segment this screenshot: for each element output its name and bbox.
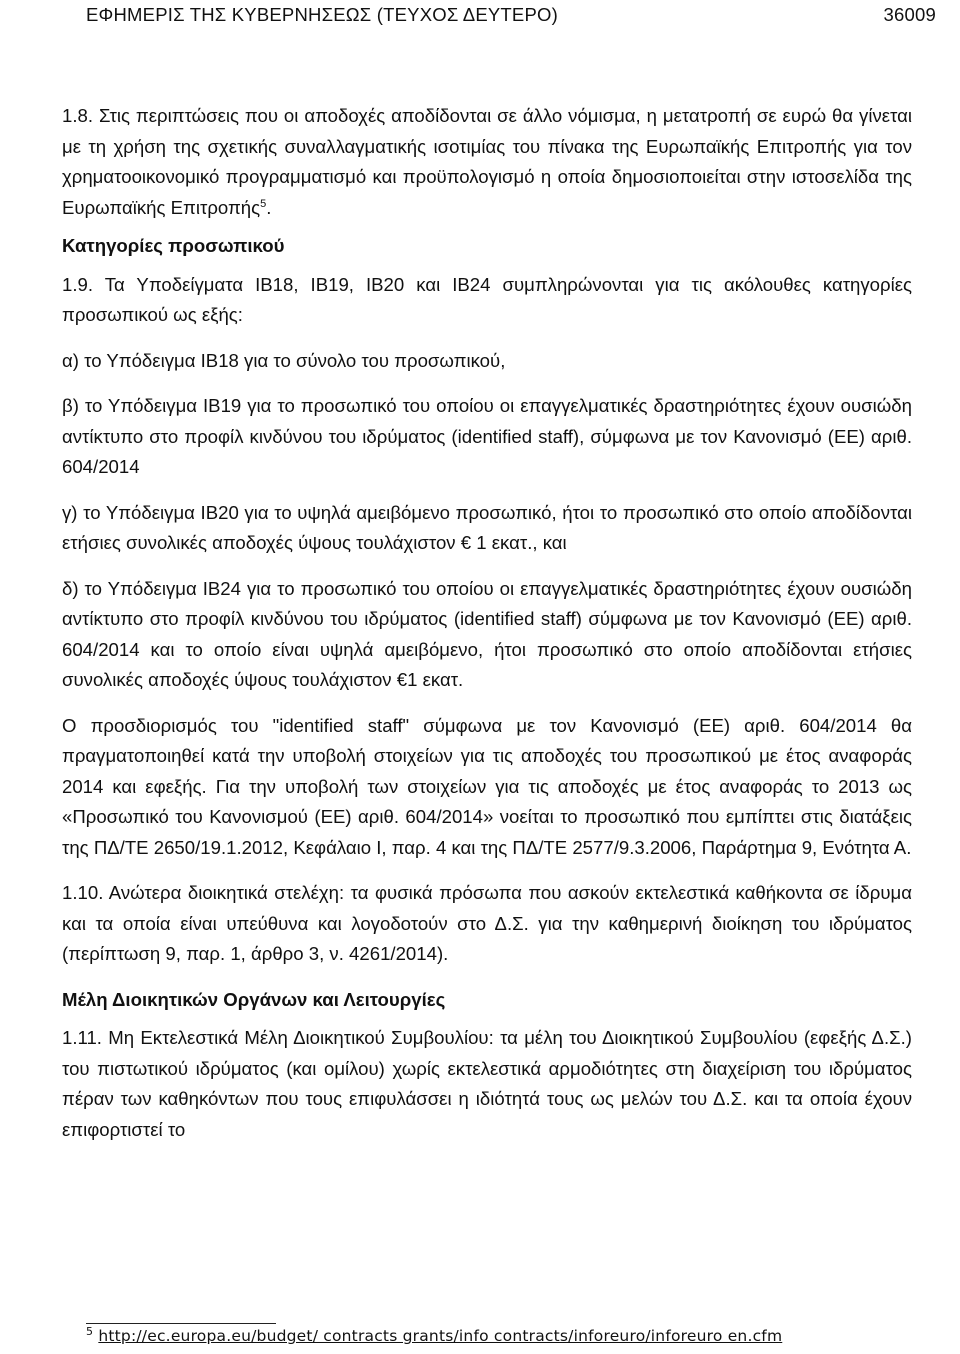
heading-board-members: Μέλη Διοικητικών Οργάνων και Λειτουργίες bbox=[62, 988, 446, 1010]
footnote bbox=[86, 1324, 783, 1345]
paragraph-1-9: 1.9. Τα Υποδείγματα IB18, IB19, IB20 και IB24 συμπληρώνονται για τις ακόλουθες κατηγορίες προσωπικού ως εξής: bbox=[62, 273, 912, 325]
footnote-reference[interactable]: 5 bbox=[260, 197, 267, 210]
paragraph-1-8 bbox=[62, 101, 912, 223]
paragraph-1-8-end: . bbox=[266, 196, 272, 218]
paragraph-identified-staff: Ο προσδιορισμός του "identified staff" σύμφωνα με τον Κανονισμό (ΕΕ) αριθ. 604/2014 θα πραγματοποιηθεί κατά την υποβολή στοιχείων για τις αποδοχές του προσωπικού με έτος αναφοράς 2014 και εφεξής. Για την υποβολή των στοιχείων για τις αποδοχές με έτος αναφοράς το 2013 ως «Προσωπικό του Κανονισμού (ΕΕ) αριθ. 604/2014» νοείται το προσωπικό που εμπίπτει στις διατάξεις της ΠΔ/ΤΕ 2650/19.1.2012, Κεφάλαιο Ι, παρ. 4 και της ΠΔ/ΤΕ 2577/9.3.2006, Παράρτημα 9, Ενότητα Α. bbox=[62, 714, 912, 858]
list-item-d: δ) το Υπόδειγμα IB24 για το προσωπικό του οποίου οι επαγγελματικές δραστηριότητες έχουν ουσιώδη αντίκτυπο στο προφίλ κινδύνου του ιδρύματος (identified staff) σύμφωνα με τον Κανονισμό (ΕΕ) αριθ. 604/2014 και το οποίο είναι υψηλά αμειβόμενο, ήτοι προσωπικό στο οποίο αποδίδονται ετήσιες συνολικές αποδοχές ύψους τουλάχιστον €1 εκατ. bbox=[62, 577, 912, 690]
paragraph-1-8-text: 1.8. Στις περιπτώσεις που οι αποδοχές αποδίδονται σε άλλο νόμισμα, η μετατροπή σε ευρώ θα γίνεται με τη χρήση της σχετικής συναλλαγματικής ισοτιμίας του πίνακα της Ευρωπαϊκής Επιτροπής για τον χρηματοοικονομικό προγραμματισμό και προϋπολογισμό η οποία δημοσιοποιείται στην ιστοσελίδα της Ευρωπαϊκής Επιτροπής bbox=[62, 105, 912, 218]
heading-staff-categories: Κατηγορίες προσωπικού bbox=[62, 235, 285, 256]
gazette-title: ΕΦΗΜΕΡΙΣ ΤΗΣ ΚΥΒΕΡΝΗΣΕΩΣ (ΤΕΥΧΟΣ ΔΕΥΤΕΡΟ) bbox=[86, 4, 558, 25]
list-item-a: α) το Υπόδειγμα IB18 για το σύνολο του προσωπικού, bbox=[62, 349, 506, 371]
page-number: 36009 bbox=[883, 4, 936, 25]
footnote-number: 5 bbox=[86, 1324, 94, 1338]
footnote-divider bbox=[86, 1323, 276, 1324]
page-header bbox=[86, 4, 936, 32]
document-body bbox=[62, 101, 912, 1160]
footnote-link[interactable]: http://ec.europa.eu/budget/ contracts grants/info contracts/inforeuro/inforeuro en.cfm bbox=[98, 1327, 783, 1345]
paragraph-1-10: 1.10. Ανώτερα διοικητικά στελέχη: τα φυσικά πρόσωπα που ασκούν εκτελεστικά καθήκοντα σε ίδρυμα και τα οποία είναι υπεύθυνα και λογοδοτούν στο Δ.Σ. για την καθημερινή διοίκηση του ιδρύματος (περίπτωση 9, παρ. 1, άρθρο 3, ν. 4261/2014). bbox=[62, 882, 912, 964]
list-item-c: γ) το Υπόδειγμα IB20 για το υψηλά αμειβόμενο προσωπικό, ήτοι το προσωπικό στο οποίο αποδίδονται ετήσιες συνολικές αποδοχές ύψους τουλάχιστον € 1 εκατ., και bbox=[62, 501, 912, 553]
list-item-b: β) το Υπόδειγμα IB19 για το προσωπικό του οποίου οι επαγγελματικές δραστηριότητες έχουν ουσιώδη αντίκτυπο στο προφίλ κινδύνου του ιδρύματος (identified staff), σύμφωνα με τον Κανονισμό (ΕΕ) αριθ. 604/2014 bbox=[62, 395, 912, 477]
paragraph-1-11: 1.11. Μη Εκτελεστικά Μέλη Διοικητικού Συμβουλίου: τα μέλη του Διοικητικού Συμβουλίου (εφεξής Δ.Σ.) του πιστωτικού ιδρύματος (και ομίλου) χωρίς εκτελεστικά αρμοδιότητες στη διαχείριση του ιδρύματος πέραν των καθηκόντων που τους επιφυλάσσει η ιδιότητά τους ως μελών του Δ.Σ. και τα οποία έχουν επιφορτιστεί το bbox=[62, 1027, 912, 1140]
